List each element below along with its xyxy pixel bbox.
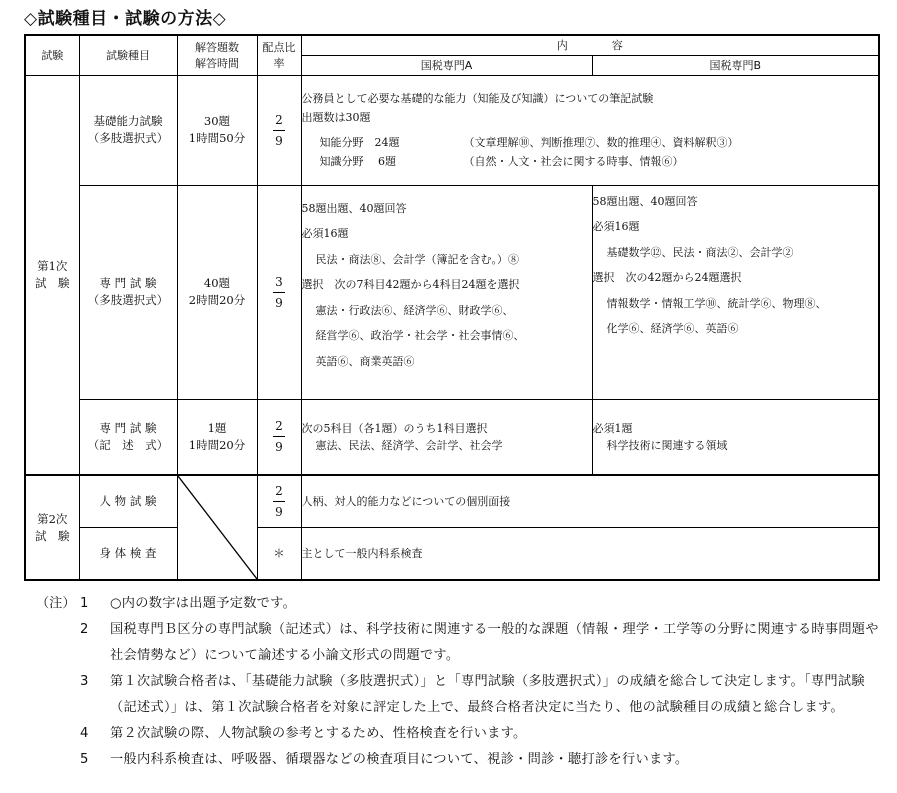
special-mc-b-line-1: 58題出題、40題回答 — [592, 194, 698, 208]
note-2 — [36, 617, 886, 669]
basic-ratio-num: 2 — [273, 113, 285, 131]
header-ratio-1: 配点比 — [262, 41, 296, 55]
special-mc-b-line-3: 基礎数学⑫、民法・商法②、会計学② — [606, 245, 794, 259]
stage1-label-2: 試 験 — [35, 275, 70, 290]
basic-ratio-den: 9 — [275, 133, 283, 148]
note-4-text: 第２次試験の際、人物試験の参考とするため、性格検査を行います。 — [110, 726, 527, 741]
special-mc-name — [79, 185, 177, 399]
special-mc-a-line-7: 英語⑥、商業英語⑥ — [315, 354, 415, 368]
special-mc-ratio-den: 9 — [275, 295, 283, 310]
special-mc-name-1: 専 門 試 験 — [99, 276, 157, 290]
special-mc-b-line-5: 情報数学・情報工学⑩、統計学⑥、物理⑧、 — [606, 296, 827, 310]
interview-ratio-fraction — [273, 484, 285, 519]
stage1-label-1: 第1次 — [37, 258, 68, 273]
note-5-num: 5 — [80, 752, 89, 767]
note-4-num: 4 — [80, 726, 89, 741]
stage2-label — [25, 475, 79, 580]
special-mc-b-line-2: 必須16題 — [592, 220, 640, 233]
interview-ratio-num: 2 — [273, 484, 285, 502]
basic-row-1-val: （文章理解⑩、判断推理⑦、数的推理④、資料解釈③） — [463, 136, 739, 149]
interview-name: 人 物 試 験 — [79, 475, 177, 527]
special-mc-a-line-3: 民法・商法⑧、会計学（簿記を含む。）⑧ — [315, 252, 519, 266]
note-1-text: ○内の数字は出題予定数です。 — [110, 596, 297, 611]
special-mc-count-time — [177, 185, 257, 399]
physical-content: 主として一般内科系検査 — [301, 527, 879, 580]
special-essay-a-line-1: 次の5科目（各1題）のうち1科目選択 — [301, 421, 488, 435]
special-essay-b-line-2: 科学技術に関連する領域 — [606, 438, 728, 452]
note-5 — [36, 747, 886, 773]
special-essay-ratio-den: 9 — [275, 440, 283, 455]
note-4 — [36, 721, 886, 747]
basic-row-1-key: 知能分野 24題 — [319, 136, 400, 149]
basic-count: 30題 — [203, 114, 231, 128]
header-col-a: 国税専門A — [301, 55, 592, 75]
stage2-label-2: 試 験 — [35, 528, 70, 543]
basic-content — [301, 75, 879, 185]
header-time: 解答時間 — [195, 57, 239, 71]
notes-prefix: （注） — [36, 596, 76, 611]
special-essay-b-line-1: 必須1題 — [592, 421, 633, 435]
special-mc-b-line-4: 選択 次の42題から24題選択 — [592, 271, 742, 284]
basic-count-time — [177, 75, 257, 185]
note-1-num: 1 — [80, 596, 89, 611]
basic-ratio — [257, 75, 301, 185]
basic-row-2-key: 知識分野 6題 — [319, 155, 396, 168]
note-3-num: 3 — [80, 674, 89, 689]
diagonal-slash — [178, 476, 257, 579]
special-mc-content-a — [301, 185, 592, 399]
special-mc-time: 2時間20分 — [188, 293, 246, 307]
header-content: 内 容 — [301, 35, 879, 55]
basic-row-1 — [302, 133, 879, 152]
special-mc-ratio — [257, 185, 301, 399]
note-3 — [36, 669, 886, 721]
special-mc-a-line-4: 選択 次の7科目42題から4科目24題を選択 — [301, 278, 520, 291]
notes — [36, 591, 886, 773]
interview-ratio — [257, 475, 301, 527]
note-3-text: 第１次試験合格者は、「基礎能力試験（多肢選択式）」と「専門試験（多肢選択式）」の成績を総合して決定します。「専門試験（記述式）」は、第１次試験合格者を対象に評定した上で、最終合格者決定に当たり、他の試験種目の成績と総合します。 — [110, 674, 865, 715]
special-essay-content-b — [592, 399, 879, 475]
header-subject: 試験種目 — [79, 35, 177, 75]
physical-ratio: ＊ — [257, 527, 301, 580]
special-essay-name-2: （記 述 式） — [87, 437, 169, 452]
basic-time: 1時間50分 — [188, 131, 246, 145]
special-mc-name-2: （多肢選択式） — [87, 293, 169, 307]
stage2-count-time-empty — [177, 475, 257, 580]
basic-name-1: 基礎能力試験 — [93, 114, 163, 128]
header-ratio — [257, 35, 301, 75]
special-mc-ratio-fraction — [273, 275, 285, 310]
special-mc-a-line-2: 必須16題 — [301, 227, 349, 240]
special-essay-name-1: 専 門 試 験 — [99, 420, 157, 435]
header-exam: 試験 — [25, 35, 79, 75]
note-5-text: 一般内科系検査は、呼吸器、循環器などの検査項目について、視診・問診・聴打診を行います。 — [110, 752, 689, 767]
special-essay-ratio-fraction — [273, 419, 285, 454]
special-essay-ratio-num: 2 — [273, 419, 285, 437]
special-mc-count: 40題 — [203, 276, 231, 290]
special-essay-count-time — [177, 399, 257, 475]
page-title: ◇試験種目・試験の方法◇ — [24, 9, 227, 29]
basic-ratio-fraction — [273, 113, 285, 148]
special-essay-content-a — [301, 399, 592, 475]
note-1 — [36, 591, 886, 617]
basic-line-1: 公務員として必要な基礎的な能力（知能及び知識）についての筆記試験 — [301, 92, 654, 105]
interview-ratio-den: 9 — [275, 504, 283, 519]
special-essay-time: 1時間20分 — [188, 437, 246, 452]
header-col-b: 国税専門B — [592, 55, 879, 75]
basic-row-2 — [302, 152, 879, 171]
special-essay-a-line-2: 憲法、民法、経済学、会計学、社会学 — [315, 438, 503, 452]
header-ratio-2: 率 — [273, 57, 285, 71]
basic-name — [79, 75, 177, 185]
interview-content: 人柄、対人的能力などについての個別面接 — [301, 475, 879, 527]
special-mc-b-line-6: 化学⑥、経済学⑥、英語⑥ — [606, 322, 739, 335]
header-count-time — [177, 35, 257, 75]
exam-table — [24, 34, 880, 581]
special-mc-ratio-num: 3 — [273, 275, 285, 293]
special-mc-a-line-5: 憲法・行政法⑥、経済学⑥、財政学⑥、 — [315, 303, 514, 317]
basic-row-2-val: （自然・人文・社会に関する時事、情報⑥） — [463, 155, 684, 168]
stage1-label — [25, 75, 79, 475]
special-essay-name — [79, 399, 177, 475]
basic-line-2: 出題数は30題 — [301, 111, 371, 124]
special-mc-a-line-1: 58題出題、40題回答 — [301, 201, 407, 215]
special-essay-count: 1題 — [207, 420, 227, 435]
special-mc-a-line-6: 経営学⑥、政治学・社会学・社会事情⑥、 — [315, 329, 525, 342]
special-essay-ratio — [257, 399, 301, 475]
physical-name: 身 体 検 査 — [79, 527, 177, 580]
note-2-num: 2 — [80, 622, 89, 637]
basic-name-2: （多肢選択式） — [87, 131, 169, 145]
stage2-label-1: 第2次 — [37, 511, 68, 526]
special-mc-content-b — [592, 185, 879, 399]
header-count: 解答題数 — [195, 41, 239, 55]
note-2-text: 国税専門Ｂ区分の専門試験（記述式）は、科学技術に関連する一般的な課題（情報・理学・工学等の分野に関連する時事問題や社会情勢など）について論述する小論文形式の問題です。 — [110, 622, 879, 663]
